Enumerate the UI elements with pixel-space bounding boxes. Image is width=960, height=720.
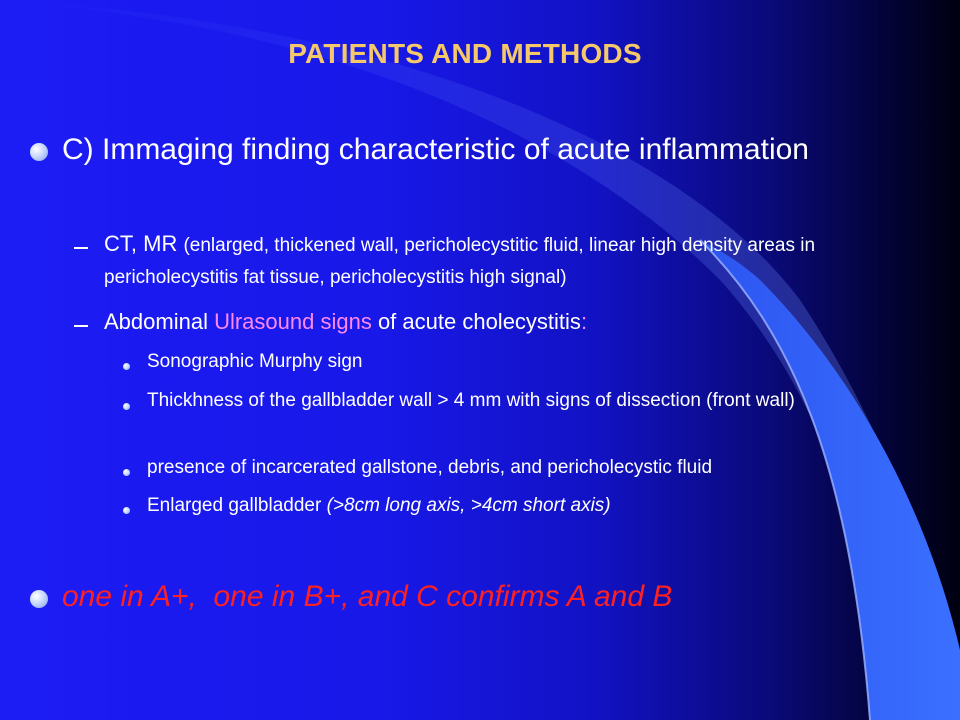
sign-enlarged	[147, 494, 947, 518]
conclusion-text: one in A+, one in B+, and C confirms A and B	[62, 580, 673, 613]
bullet-icon	[30, 143, 48, 161]
sign-enlarged-prefix: Enlarged gallbladder	[147, 495, 327, 516]
ct-mr-detail: (enlarged, thickened wall, pericholecystitic fluid, linear high density areas in pericholecystitis fat tissue, pericholecystitis high signal)	[104, 235, 816, 288]
sign-gallstone: presence of incarcerated gallstone, debris, and pericholecystic fluid	[147, 457, 713, 478]
ultrasound-colon: :	[580, 309, 588, 334]
ultrasound-suffix: of acute cholecystitis	[371, 309, 581, 334]
sign-enlarged-italic: (>8cm long axis, >4cm short axis)	[326, 495, 611, 516]
sub-bullet-icon	[123, 507, 130, 514]
ultrasound-prefix: Abdominal	[104, 309, 215, 334]
ultrasound-highlight: Ulrasound signs	[214, 309, 372, 334]
ct-mr-prefix: CT, MR	[104, 231, 184, 256]
sub-bullet-icon	[123, 363, 130, 370]
dash-icon	[74, 325, 88, 327]
ultrasound-item	[104, 307, 954, 337]
sub-bullet-icon	[123, 469, 130, 476]
slide-title: PATIENTS AND METHODS	[288, 38, 642, 69]
sub-bullet-icon	[123, 403, 130, 410]
ct-mr-item	[104, 229, 954, 293]
sign-murphy: Sonographic Murphy sign	[147, 351, 363, 372]
bullet-c-text: C) Immaging finding characteristic of acute inflammation	[62, 133, 809, 166]
sign-wall-thickness: Thickhness of the gallbladder wall > 4 mm with signs of dissection (front wall)	[147, 390, 795, 411]
bullet-icon	[30, 590, 48, 608]
dash-icon	[74, 247, 88, 249]
